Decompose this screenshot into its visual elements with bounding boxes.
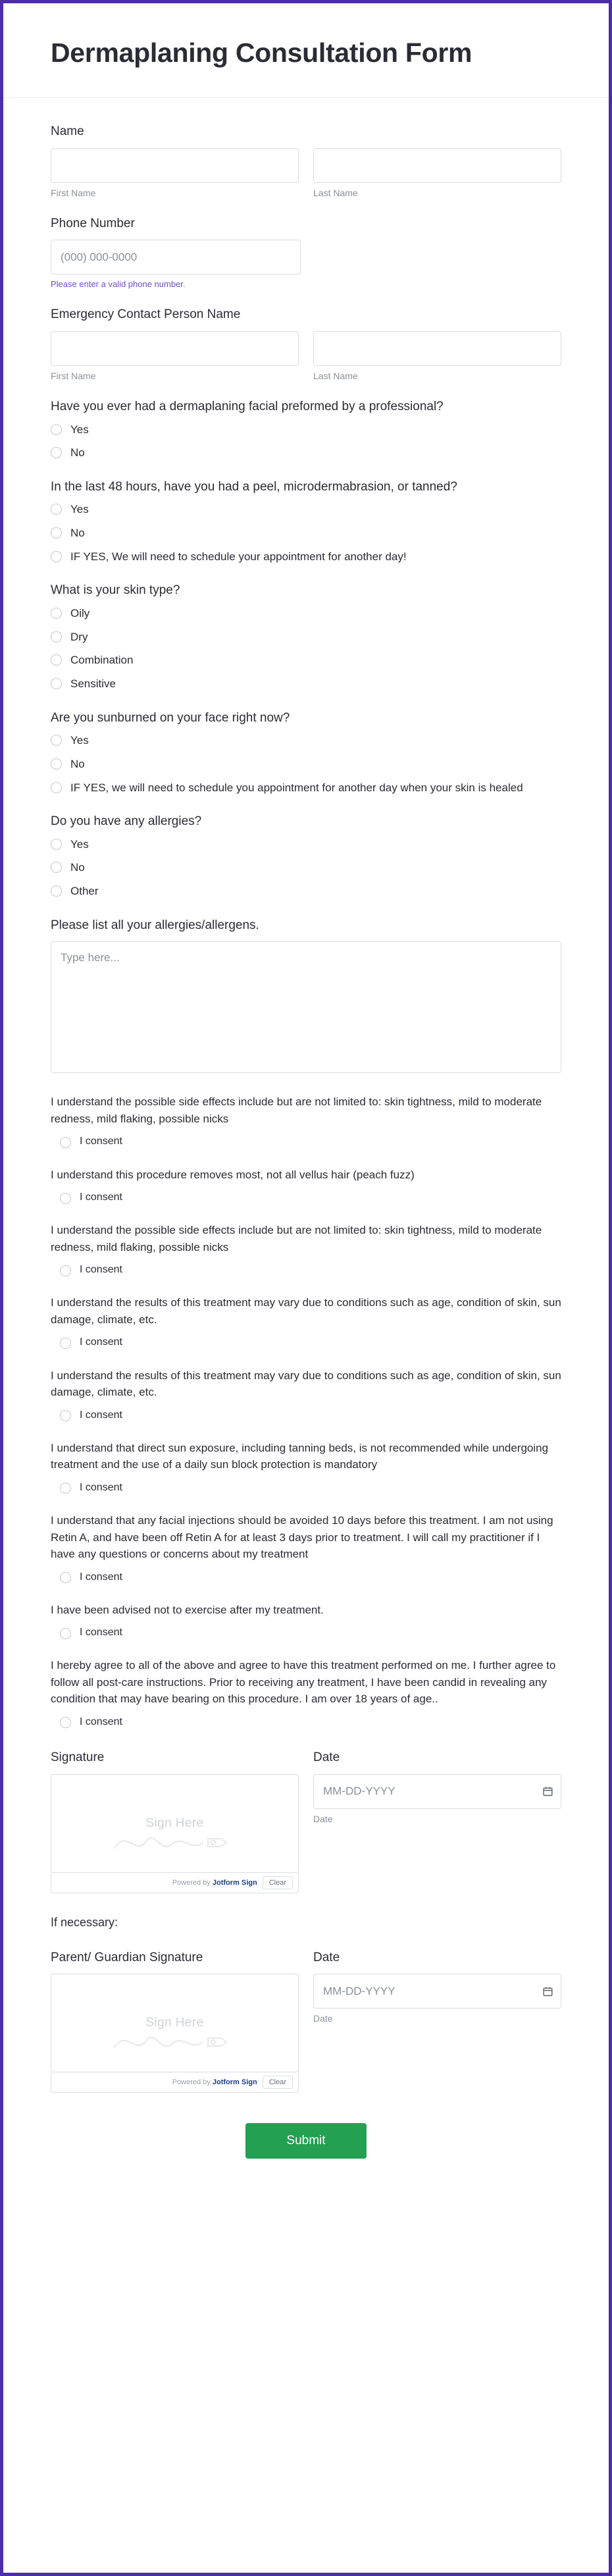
radio-circle-icon[interactable] [51,608,62,619]
radio-circle-icon[interactable] [51,758,62,770]
question-dermaplaning-history [51,398,561,461]
radio-label: IF YES, we will need to schedule you appointment for another day when your skin is healed [70,781,523,794]
consent-statement: I understand the results of this treatment may vary due to conditions such as age, condition of skin, sun damage, climate, etc. [51,1369,561,1399]
radio-label: Yes [70,734,89,747]
consent-item [51,1222,561,1277]
radio-circle-icon[interactable] [51,885,62,897]
signature-hint: Sign Here [145,1816,204,1830]
page-title: Dermaplaning Consultation Form [51,38,472,68]
question-recent-treatments [51,479,561,565]
radio-label: Yes [70,423,89,436]
question-sunburn [51,710,561,797]
question-label: What is your skin type? [51,583,180,598]
radio-circle-icon[interactable] [60,1410,71,1421]
date-input-1[interactable] [313,1774,561,1809]
signature-group-2 [51,1949,299,2093]
question-allergies [51,813,561,900]
radio-option[interactable] [51,422,561,438]
signature-hint: Sign Here [145,2016,204,2030]
consent-option[interactable] [51,1480,561,1495]
radio-option[interactable] [51,676,561,693]
radio-circle-icon[interactable] [51,504,62,515]
allergies-input[interactable] [51,941,561,1073]
consent-statement: I understand this procedure removes most, not all vellus hair (peach fuzz) [51,1168,415,1181]
radio-label: No [70,757,85,770]
radio-option[interactable] [51,652,561,669]
radio-label: Oily [70,607,90,620]
consent-option-label: I consent [80,1571,122,1583]
radio-option[interactable] [51,549,561,565]
consent-option[interactable] [51,1190,561,1205]
consent-option-label: I consent [80,1136,122,1147]
consent-option[interactable] [51,1625,561,1640]
consent-option[interactable] [51,1569,561,1585]
consent-statement: I hereby agree to all of the above and agree to have this treatment performed on me. I further agree to follow all post-care instructions. Prior to receiving any treatment, I have been candid in revealing any condition that may have bearing on this procedure. I am over 18 years of age.. [51,1659,556,1706]
phone-label: Phone Number [51,216,135,230]
radio-option[interactable] [51,525,561,542]
radio-circle-icon[interactable] [51,654,62,666]
radio-label: Sensitive [70,677,116,690]
radio-option[interactable] [51,502,561,518]
signature-pad[interactable] [51,1774,299,1873]
consent-option-label: I consent [80,1409,122,1421]
radio-circle-icon[interactable] [60,1265,71,1276]
radio-option[interactable] [51,445,561,461]
radio-label: Yes [70,503,89,516]
signature-footer [51,1873,299,1893]
date-label: Date [313,1750,340,1765]
radio-circle-icon[interactable] [51,527,62,539]
consent-item [51,1657,561,1729]
radio-option[interactable] [51,629,561,646]
consent-item [51,1602,561,1641]
emergency-last-name-input[interactable] [313,331,561,366]
name-label: Name [51,124,84,138]
radio-option[interactable] [51,780,561,797]
consent-option[interactable] [51,1407,561,1423]
phone-error-text: Please enter a valid phone number. [51,279,186,290]
radio-label: Combination [70,654,134,667]
consent-item [51,1512,561,1585]
signature-group-1 [51,1749,299,1893]
radio-circle-icon[interactable] [51,782,62,793]
submit-row [51,2093,561,2194]
radio-circle-icon[interactable] [60,1572,71,1583]
date-group-2 [313,1949,561,2093]
form-body [3,98,609,2194]
if-necessary-label: If necessary: [51,1915,118,1929]
consent-statement: I understand the results of this treatment may vary due to conditions such as age, condition of skin, sun damage, climate, etc. [51,1296,561,1326]
signature-scribble-icon [109,1826,241,1860]
signature-clear-button[interactable]: Clear [263,1876,293,1889]
radio-label: No [70,861,85,874]
consent-option-label: I consent [80,1481,122,1493]
allergies-label: Please list all your allergies/allergens. [51,918,259,932]
date-sublabel: Date [313,1813,333,1824]
radio-circle-icon[interactable] [51,735,62,746]
signature-label: Signature [51,1750,105,1765]
calendar-icon[interactable] [542,1985,553,1997]
emergency-contact-label: Emergency Contact Person Name [51,307,241,322]
radio-option[interactable] [51,733,561,749]
guardian-signature-clear-button[interactable]: Clear [263,2076,293,2089]
radio-circle-icon[interactable] [60,1628,71,1639]
radio-circle-icon[interactable] [51,447,62,458]
last-name-sublabel: Last Name [313,187,358,198]
guardian-signature-pad[interactable] [51,1974,299,2072]
consent-option-label: I consent [80,1716,122,1727]
first-name-sublabel: First Name [51,187,96,198]
calendar-icon[interactable] [542,1786,553,1797]
emergency-contact-group [51,306,561,381]
allergies-textarea-group [51,917,561,1077]
consent-statement: I have been advised not to exercise after my treatment. [51,1603,324,1616]
phone-input[interactable] [51,240,301,275]
question-skin-type [51,582,561,692]
emergency-first-name-input[interactable] [51,331,299,366]
name-field-group [51,123,561,198]
form-header [3,3,609,98]
radio-option[interactable] [51,860,561,876]
question-label: Do you have any allergies? [51,814,202,829]
radio-circle-icon[interactable] [51,551,62,562]
consent-option-label: I consent [80,1264,122,1276]
radio-label: No [70,527,85,540]
consent-item [51,1294,561,1350]
signature-date-row-1 [51,1749,561,1893]
guardian-signature-label: Parent/ Guardian Signature [51,1950,203,1964]
radio-option[interactable] [51,756,561,773]
radio-circle-icon[interactable] [51,631,62,643]
radio-circle-icon[interactable] [60,1483,71,1494]
radio-circle-icon[interactable] [60,1717,71,1728]
consent-item [51,1167,561,1205]
radio-circle-icon[interactable] [51,839,62,850]
radio-label: IF YES, We will need to schedule your appointment for another day! [70,550,407,563]
signature-date-row-2 [51,1949,561,2093]
radio-circle-icon[interactable] [51,678,62,689]
consent-statement: I understand the possible side effects include but are not limited to: skin tightness, mild to moderate redness, mild flaking, possible nicks [51,1095,542,1125]
date-sublabel: Date [313,2013,333,2024]
date-label: Date [313,1950,340,1964]
consent-option[interactable] [51,1262,561,1277]
emergency-last-name-sublabel: Last Name [313,370,358,381]
consent-option-label: I consent [80,1336,122,1348]
last-name-input[interactable] [313,148,561,183]
question-label: Are you sunburned on your face right now? [51,710,290,725]
radio-circle-icon[interactable] [51,862,62,873]
radio-circle-icon[interactable] [51,424,62,435]
signature-powered-by: Powered by Jotform Sign [172,1878,257,1887]
consent-statement: I understand that any facial injections should be avoided 10 days before this treatment. I am not using Retin A, and have been off Retin A for at least 3 days prior to treatment. I will call my practitioner if I have any questions or concerns about my treatment [51,1514,553,1560]
consent-item [51,1093,561,1149]
date-group-1 [313,1749,561,1893]
consent-statement: I understand that direct sun exposure, including tanning beds, is not recommended while undergoing treatment and the use of a daily sun block protection is mandatory [51,1441,549,1471]
date-input-2[interactable] [313,1974,561,2009]
radio-option[interactable] [51,606,561,622]
radio-label: Dry [70,630,88,643]
consent-option-label: I consent [80,1192,122,1203]
question-label: In the last 48 hours, have you had a peel, microdermabrasion, or tanned? [51,479,457,494]
radio-label: Other [70,885,99,898]
radio-option[interactable] [51,883,561,900]
signature-scribble-icon [109,2025,241,2059]
radio-option[interactable] [51,837,561,853]
consent-option[interactable] [51,1714,561,1729]
radio-label: Yes [70,837,89,851]
signature-powered-by: Powered by Jotform Sign [172,2078,257,2087]
consent-statement: I understand the possible side effects include but are not limited to: skin tightness, mild to moderate redness, mild flaking, possible nicks [51,1224,542,1253]
guardian-signature-footer [51,2072,299,2093]
first-name-input[interactable] [51,148,299,183]
phone-field-group [51,215,561,290]
consent-item [51,1367,561,1423]
consent-item [51,1440,561,1495]
emergency-first-name-sublabel: First Name [51,370,96,381]
consent-option-label: I consent [80,1627,122,1639]
submit-button[interactable]: Submit [245,2123,366,2159]
radio-circle-icon[interactable] [60,1193,71,1204]
consent-option[interactable] [51,1334,561,1350]
radio-label: No [70,446,85,460]
consent-option[interactable] [51,1134,561,1149]
question-label: Have you ever had a dermaplaning facial preformed by a professional? [51,399,444,413]
radio-circle-icon[interactable] [60,1137,71,1148]
radio-circle-icon[interactable] [60,1338,71,1349]
